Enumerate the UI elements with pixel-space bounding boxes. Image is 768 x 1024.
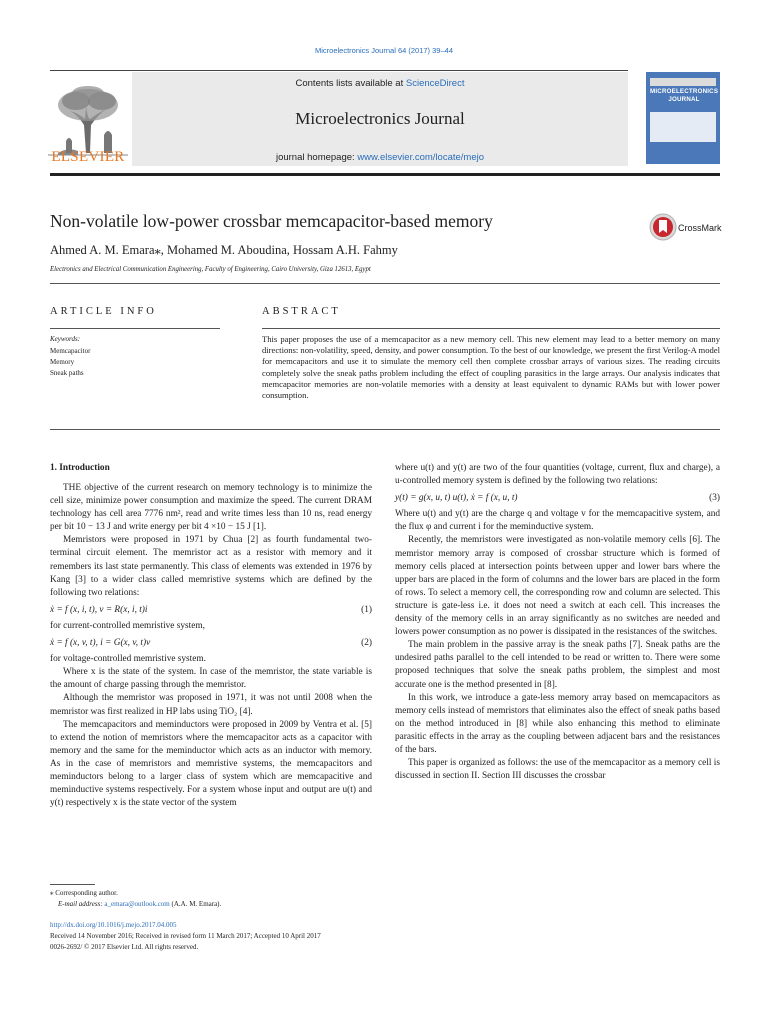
abstract-separator: [50, 429, 720, 430]
keywords-list: [50, 346, 90, 379]
article-title: Non-volatile low-power crossbar memcapacitor-based memory: [50, 211, 493, 231]
abstract-rule: [262, 328, 720, 329]
paragraph: The memcapacitors and meminductors were proposed in 2009 by Ventra et al. [5] to extend the notion of memristors where the memcapacitor acts as a capacitor with memory and the same for the meminductor which acts as an inductor with memory. As in the case of memristors and memristive systems, the memcapacitors and meminductors belong to a larger class of system which are memcapacitive and meminductive systems respectively. For a system whose input and output are u(t) and y(t) respectively x is the state vector of the system: [50, 719, 372, 809]
copyright-line: 0026-2692/ © 2017 Elsevier Ltd. All rights reserved.: [50, 943, 199, 951]
paragraph: for voltage-controlled memristive system.: [50, 654, 206, 665]
paragraph: Although the memristor was proposed in 1971, it was not until 2008 when the memristor was first realized in HP labs using TiO₂ [4].: [50, 693, 372, 717]
abstract-heading: ABSTRACT: [262, 306, 341, 317]
header-top-rule: [50, 70, 628, 71]
paragraph: Where x is the state of the system. In case of the memristor, the state variable is the amount of charge passing through the memristor.: [50, 667, 372, 691]
equation-body: y(t) = g(x, u, t) u(t), ẋ = f (x, u, t): [395, 493, 518, 504]
header-bottom-rule: [50, 173, 720, 176]
author-affiliation: Electronics and Electrical Communication Engineering, Faculty of Engineering, Cairo University, Giza 12613, Egypt: [50, 266, 371, 273]
paragraph: This paper is organized as follows: the use of the memcapacitor as a memory cell is discussed in section II. Section III discusses the crossbar: [395, 758, 720, 782]
title-separator: [50, 283, 720, 284]
journal-cover-thumbnail[interactable]: [646, 72, 720, 164]
footnote: [50, 888, 221, 910]
email-label: E-mail address:: [58, 900, 105, 908]
email-suffix: (A.A. M. Emara).: [169, 900, 222, 908]
sciencedirect-link[interactable]: ScienceDirect: [405, 78, 465, 89]
body-column-right: [395, 462, 720, 783]
corresponding-author-note: ⁎ Corresponding author.: [50, 889, 118, 897]
section-heading-introduction: 1. Introduction: [50, 463, 110, 473]
paragraph: Recently, the memristors were investigated as non-volatile memory cells [6]. The memristor memory array is composed of crossbar structure which is formed of memory cells placed at intersection points between upper and lower bars where the upper bars are placed in the form of columns and the lower bars are placed in the form of rows. To select a memory cell, the corresponding row and column are selected. This structure is gate-less i.e. it does not need a switch at each cell. This increases the density of the memory cells in an array significantly as no switches are needed and lowers power consumption as no power is dissipated in the resistances of the switches.: [395, 535, 720, 638]
footnote-rule: [50, 884, 95, 885]
article-info-heading: ARTICLE INFO: [50, 306, 157, 317]
contents-available-line: [132, 78, 628, 89]
email-line: [50, 899, 221, 910]
abstract-text: This paper proposes the use of a memcapacitor as a new memory cell. This new element may lead to a better memory on many directions: non-volatility, speed, density, and power consumption. To the best of our knowledge, we present the first Verilog-A model for memcapacitors and use it to simulate the memory cell then complete crossbar arrays of various sizes. The reading circuits completely solve the sneak paths problem including the effect of coupling parasitics in the large arrays. Our analysis indicates that memcapacitor memories are non-volatile memories with a density at least equivalent to dynamic RAMs but with lower power consumption.: [262, 334, 720, 401]
author-list: Ahmed A. M. Emara⁎, Mohamed M. Aboudina, Hossam A.H. Fahmy: [50, 243, 398, 257]
equation-body: ẋ = f (x, v, t), i = G(x, v, t)v: [50, 638, 151, 649]
crossmark-icon[interactable]: [649, 213, 677, 241]
keywords-label: Keywords:: [50, 335, 81, 343]
paragraph: where u(t) and y(t) are two of the four quantities (voltage, current, flux and charge), a u-controlled memory system is defined by the following two relations:: [395, 463, 720, 487]
equation-number: (3): [709, 493, 720, 504]
keyword-item: Sneak paths: [50, 369, 84, 377]
equation-1: [50, 604, 372, 617]
equation-3: [395, 492, 720, 505]
cover-band: [650, 78, 716, 86]
equation-2: [50, 637, 372, 650]
journal-citation[interactable]: Microelectronics Journal 64 (2017) 39–44: [315, 46, 453, 55]
cover-title-line1: MICROELECTRONICS: [650, 88, 719, 95]
equation-number: (2): [361, 638, 372, 649]
cover-panel: [650, 112, 716, 142]
paragraph: Where u(t) and y(t) are the charge q and voltage v for the memcapacitive system, and the flux φ and current i for the meminductive system.: [395, 509, 720, 533]
homepage-link[interactable]: www.elsevier.com/locate/mejo: [357, 152, 485, 163]
received-dates: Received 14 November 2016; Received in revised form 11 March 2017; Accepted 10 April 2017: [50, 932, 321, 940]
cover-title-line2: JOURNAL: [668, 95, 700, 103]
journal-title: Microelectronics Journal: [295, 109, 465, 128]
journal-homepage-line: [132, 152, 628, 163]
paragraph: THE objective of the current research on memory technology is to minimize the cell size, minimize power consumption and maximize the speed. The current DRAM technology has cell area 7776 nm², read and write times less than 10 ns, read energy per bit 10 − 13 J and write energy per bit 4 ×10 − 15 J [1].: [50, 483, 372, 533]
keyword-item: Memory: [50, 358, 75, 366]
cover-title: [650, 88, 718, 103]
doi-link[interactable]: http://dx.doi.org/10.1016/j.mejo.2017.04.005: [50, 921, 177, 929]
crossmark-label[interactable]: CrossMark: [678, 223, 722, 233]
paragraph: for current-controlled memristive system,: [50, 620, 205, 631]
email-link[interactable]: a_emara@outlook.com: [104, 900, 170, 908]
paragraph: The main problem in the passive array is the sneak paths [7]. Sneak paths are the undesired paths parallel to the cell intended to be read or written to. There were some proposed techniques that solve the sneak paths problem, the simplest and most accurate one is the method presented in [8].: [395, 640, 720, 690]
article-info-rule: [50, 328, 220, 329]
contents-prefix: Contents lists available at: [295, 78, 406, 89]
homepage-prefix: journal homepage:: [275, 152, 358, 163]
keyword-item: Memcapacitor: [50, 347, 91, 355]
paragraph: In this work, we introduce a gate-less memory array based on memcapacitors as memory cells instead of memristors that eliminates also the effect of sneak paths based on the method introduced in [8] while also enhancing this method to eliminate parasitic effects in the array as the coupling between adjacent bars and the resistances of the bars.: [395, 692, 720, 755]
equation-body: ẋ = f (x, i, t), v = R(x, i, t)i: [50, 604, 148, 615]
equation-number: (1): [361, 604, 372, 615]
elsevier-wordmark: ELSEVIER: [51, 149, 125, 165]
body-column-left: [50, 482, 372, 810]
paragraph: Memristors were proposed in 1971 by Chua [2] as fourth fundamental two-terminal circuit element. The memristor act as a resistor with memory and it remembers its last state permanently. This class of elements was extended in 1976 by Kang [3] to a wider class called memristive systems which are defined by the following two relations:: [50, 535, 372, 598]
article-metadata: [50, 920, 321, 953]
